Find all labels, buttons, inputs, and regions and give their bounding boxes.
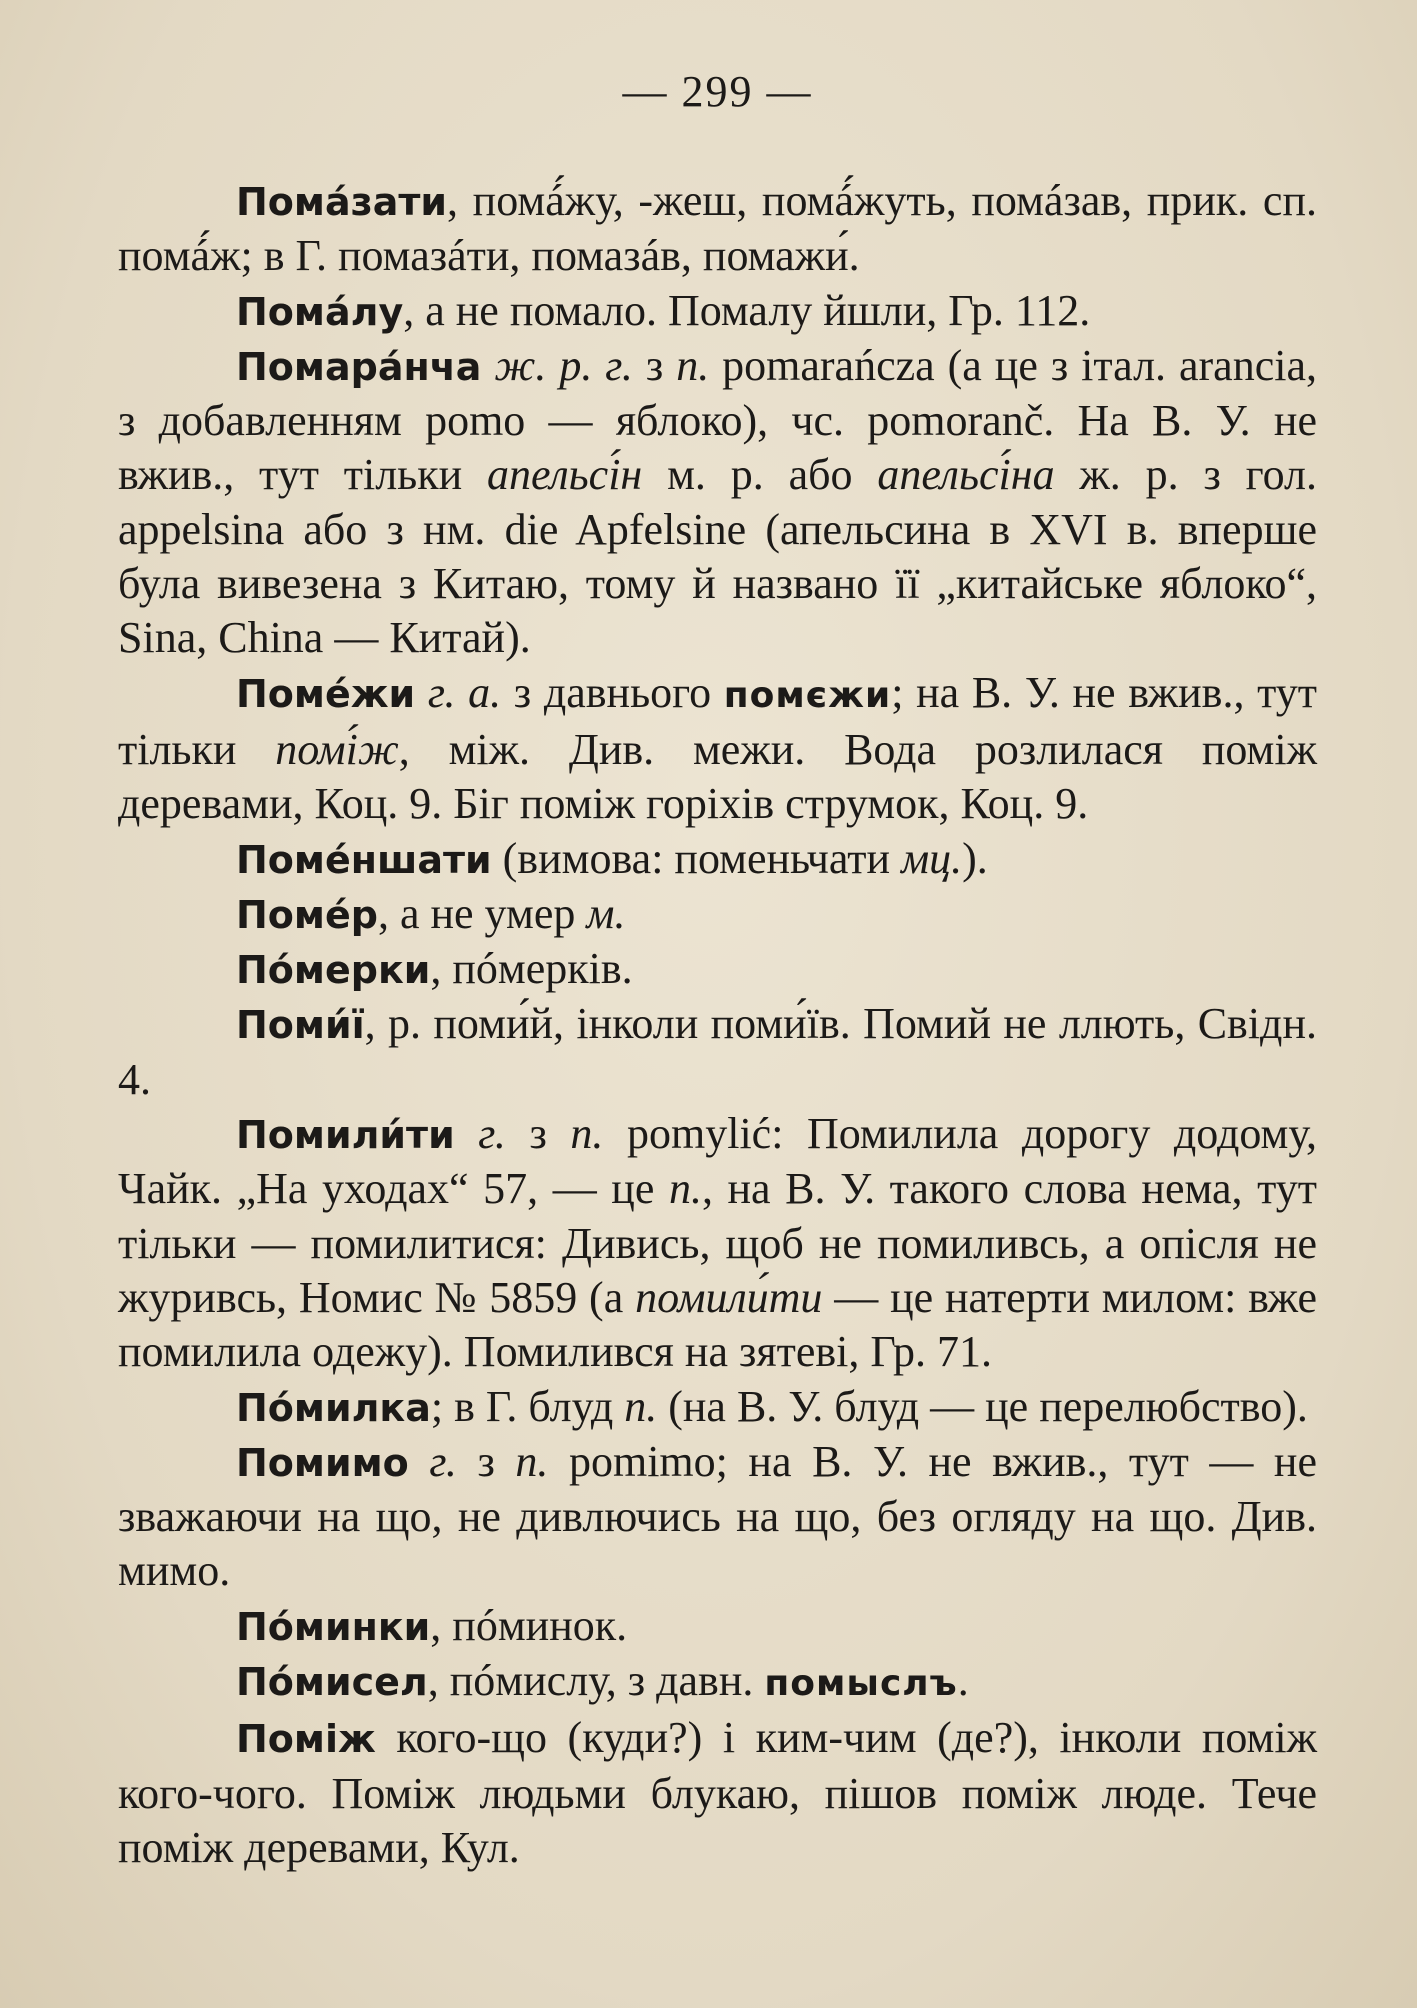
entry-pomerky <box>118 942 1317 997</box>
entry-text: , на В. У. такого слова нема, тут тільки — помилитися: Дивись, щоб не помиливсь, а опісля не журивсь, Номис № 5859 (а <box>118 1164 1318 1322</box>
entry-italic: ж. р. г. <box>494 340 633 390</box>
entry-pomymo <box>118 1435 1317 1599</box>
entry-italic: г. а. <box>427 667 502 717</box>
entry-text: , а не помало. Помалу йшли, Гр. 112. <box>403 285 1091 335</box>
headword: По́мерки <box>236 948 431 993</box>
entry-text: pomarańcza (а це з італ. arancia, з добавленням pomo — яблоко), чс. pomoranč. На В. У. не вжив., тут тільки <box>118 340 1317 500</box>
entry-italic: п. <box>624 1381 658 1431</box>
entry-pomer <box>118 887 1317 942</box>
dictionary-entries <box>118 174 1317 1875</box>
entry-text: , між. Див. межи. Вода розлилася поміж деревами, Коц. 9. Біг поміж горіхів струмок, Коц. 9. <box>118 724 1317 829</box>
old-slavonic-word: помєжи <box>723 674 892 716</box>
headword: Поме́жи <box>236 671 416 716</box>
entry-text: pomimo; на В. У. не вжив., тут — не зважаючи на що, не дивлючись на що, без огляду на що. Див. мимо. <box>118 1436 1317 1596</box>
entry-text: з <box>456 1436 516 1486</box>
entry-italic: мц. <box>901 833 963 883</box>
headword: Поми́ї <box>236 1003 365 1048</box>
old-slavonic-word: помыслъ <box>764 1663 958 1705</box>
headword: По́минки <box>236 1604 431 1649</box>
entry-pomizh <box>118 1711 1317 1875</box>
headword: Поме́ншати <box>236 837 492 882</box>
entry-text <box>415 668 428 717</box>
entry-text: ; в Г. блуд <box>430 1381 625 1431</box>
entry-text: кого-що (куди?) і ким-чим (де?), інколи поміж кого-чого. Поміж людьми блукаю, пішов поміж люде. Тече поміж деревами, Кул. <box>118 1713 1317 1872</box>
entry-italic: г. <box>478 1109 506 1159</box>
headword: Помимо <box>236 1440 409 1485</box>
entry-text: м. р. або <box>642 450 878 500</box>
headword: Пома́зати <box>236 180 447 224</box>
entry-pomenshaty <box>118 832 1317 887</box>
entry-italic: м. <box>586 888 626 938</box>
entry-italic: апельсі́н <box>487 450 643 500</box>
entry-pomynky <box>118 1599 1317 1654</box>
entry-text: , пóминок. <box>430 1600 628 1650</box>
entry-italic: г. <box>429 1436 457 1486</box>
entry-text: pomylić: Помилила дорогу додому, Чайк. „На уходах“ 57, — це <box>118 1109 1317 1214</box>
headword: Помили́ти <box>236 1113 455 1158</box>
headword: Поме́р <box>236 892 378 937</box>
entry-text: , р. поми́й, інколи поми́їв. Помий не ллють, Свідн. 4. <box>118 999 1317 1104</box>
entry-pomylyty <box>118 1107 1317 1379</box>
entry-pomalu <box>118 284 1317 339</box>
entry-italic: п. <box>668 1164 702 1214</box>
entry-pomarancha <box>118 339 1317 666</box>
headword: Пома́лу <box>236 289 404 334</box>
entry-text <box>409 1437 430 1486</box>
entry-text: з <box>505 1109 571 1159</box>
entry-italic: помили́ти <box>635 1272 823 1322</box>
headword: По́мисел <box>236 1660 428 1705</box>
entry-text: , пóмерків. <box>430 944 633 994</box>
entry-italic: п. <box>515 1436 549 1486</box>
entry-italic: п. <box>570 1109 604 1159</box>
entry-italic: п. <box>676 340 710 390</box>
entry-text: . <box>957 1656 969 1706</box>
entry-pomylka <box>118 1380 1317 1435</box>
entry-text: ; на В. У. не вжив., тут тільки <box>118 667 1318 774</box>
entry-text: , пóмислу, з давн. <box>427 1656 765 1706</box>
entry-text: , а не умер <box>377 888 587 938</box>
entry-text: з <box>632 340 677 390</box>
entry-text: — це натерти милом: вже помилила одежу). Помилився на зятеві, Гр. 71. <box>118 1272 1317 1377</box>
entry-pomyi <box>118 997 1317 1107</box>
entry-pomazaty <box>118 174 1317 284</box>
entry-text: з давнього <box>501 667 724 717</box>
entry-text: ж. р. з гол. appelsina або з нм. die Apfelsine (апельсина в XVI в. вперше була вивезена з Китаю, тому й названо її „китайське яблоко“, Sina, China — Китай). <box>118 450 1318 663</box>
entry-pomysel <box>118 1654 1317 1711</box>
entry-text <box>455 1109 479 1158</box>
entry-italic: апельсі́на <box>877 450 1055 500</box>
entry-text: , помá́жу, -жеш, помá́жуть, помáзав, прик. сп. помá́ж; в Г. помазáти, помазáв, помажи́. <box>118 176 1317 281</box>
page-number: — 299 — <box>622 67 813 116</box>
headword: Поміж <box>236 1717 376 1762</box>
entry-text: ). <box>962 833 988 883</box>
entry-text: (вимова: поменьчати <box>491 833 902 883</box>
entry-pomezhy <box>118 666 1317 832</box>
entry-text: (на В. У. блуд — це перелюбство). <box>657 1381 1308 1431</box>
entry-italic: помі́ж <box>275 724 399 774</box>
headword: Помара́нча <box>236 344 482 389</box>
entry-text <box>481 341 494 390</box>
headword: По́милка <box>236 1385 431 1430</box>
